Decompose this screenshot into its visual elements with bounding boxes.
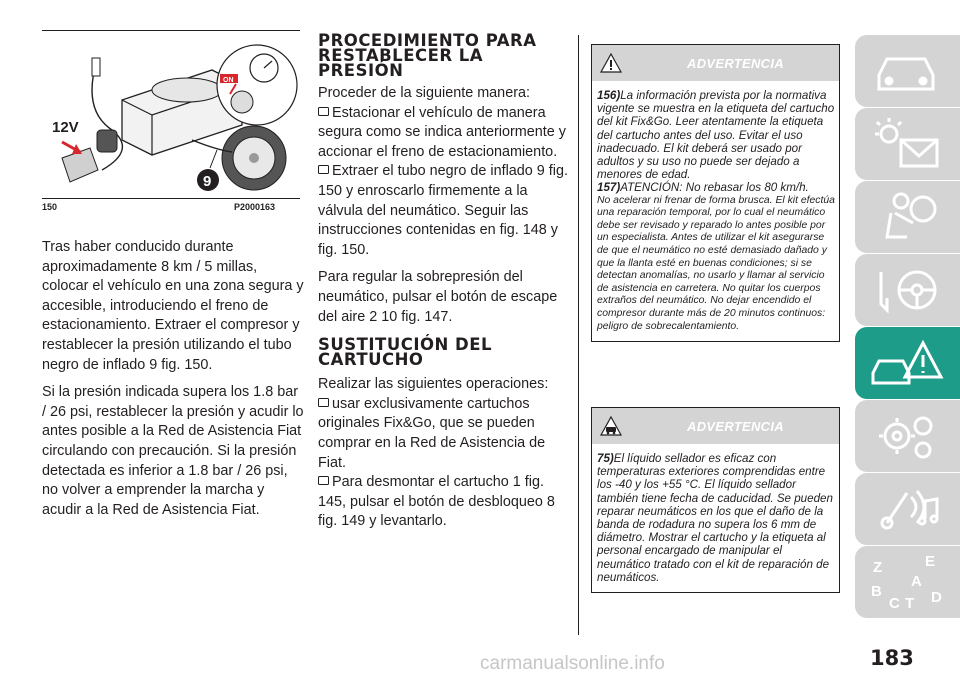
- steering-wheel-key-icon: [867, 260, 947, 320]
- intro-text: Proceder de la siguiente manera:: [318, 85, 530, 101]
- heading-restore-pressure: PROCEDIMIENTO PARA RESTABLECER LA PRESIÓN: [318, 31, 537, 80]
- environment-warning-icon: [600, 415, 622, 437]
- warning-header: [592, 408, 839, 444]
- page-number: 183: [870, 646, 914, 670]
- tab-index[interactable]: [855, 546, 960, 618]
- tab-maintenance[interactable]: [855, 400, 960, 472]
- checkbox-bullet-icon: [318, 107, 329, 116]
- compressor-figure: [42, 30, 300, 198]
- tab-starting[interactable]: [855, 254, 960, 326]
- tab-lights[interactable]: [855, 108, 960, 180]
- step-item: [318, 395, 570, 473]
- warning-box-1: [591, 44, 840, 342]
- breakdown-warning-icon: [867, 333, 947, 393]
- warning-title: ADVERTENCIA: [687, 56, 784, 71]
- svg-text:A: A: [911, 573, 922, 590]
- tab-emergency[interactable]: [855, 327, 960, 399]
- warning-ref: 156): [597, 89, 621, 102]
- step-item: [318, 104, 570, 163]
- heading-cartridge: SUSTITUCIÓN DEL CARTUCHO: [318, 335, 493, 370]
- warning-header: [592, 45, 839, 81]
- warning-body: [592, 81, 839, 341]
- warning-text: El líquido sellador es eficaz con temperaturas exteriores comprendidas entre los -40 y los +55 °C. El líquido sellador también tiene fecha de caducidad. Se pueden reparar neumáticos en los que el daño de la banda de rodadura no supera los 6 mm de diámetro. Mostrar el cartucho y la etiqueta al personal encargado de manipular el neumático tratado con el kit de reparación de neumáticos.: [597, 452, 833, 584]
- warning-text: ATENCIÓN: No rebasar los 80 km/h.: [620, 181, 809, 195]
- svg-text:E: E: [925, 553, 936, 570]
- warning-text: La información prevista por la normativa vigente se muestra en la etiqueta del cartucho del kit Fix&Go. Leer atentamente la etiqueta del cartucho antes del uso. Evitar el uso inadecuado. El kit deberá ser usado por adultos y su uso no puede ser dejado a menores de edad.: [597, 89, 835, 182]
- warning-body: [592, 444, 839, 592]
- callout-9: 9: [203, 173, 212, 190]
- figure-code: P2000163: [234, 202, 276, 212]
- warning-item-157: [597, 181, 835, 194]
- figure-number: 150: [42, 202, 58, 212]
- callout-12v: 12V: [52, 119, 79, 136]
- warning-item-156: [597, 89, 835, 181]
- tab-multimedia[interactable]: [855, 473, 960, 545]
- svg-text:C: C: [889, 595, 900, 612]
- airbag-seat-icon: [867, 187, 947, 247]
- warning-triangle-icon: [600, 52, 622, 74]
- svg-text:D: D: [931, 589, 942, 606]
- step-item: [318, 473, 570, 532]
- watermark: carmanualsonline.info: [480, 653, 665, 674]
- column-1: [42, 238, 304, 528]
- column-divider: [578, 35, 579, 635]
- on-label: ON: [223, 77, 234, 84]
- car-dashboard-icon: [867, 41, 947, 101]
- checkbox-bullet-icon: [318, 398, 329, 407]
- warning-box-2: [591, 407, 840, 593]
- maintenance-gears-icon: [867, 406, 947, 466]
- tab-dashboard[interactable]: [855, 35, 960, 107]
- figure-bottom-rule: [42, 198, 300, 199]
- step-item: [318, 162, 570, 260]
- warning-text-continued: No acelerar ni frenar de forma brusca. El kit efectúa una reparación temporal, por lo cual el neumático debe ser revisado y reparado lo antes posible por un especialista. Antes de utilizar el kit asegurarse de que el neumático no esté demasiado dañado y que la llanta esté en buenas condiciones; si se detectan anomalías, no usarlo y llamar al servicio de asistencia en carretera. No quitar los cuerpos extraños del neumático. No dejar encendido el compresor durante más de 20 minutos continuos: peligro de sobrecalentamiento.: [597, 194, 835, 332]
- checkbox-bullet-icon: [318, 476, 329, 485]
- column-2: [318, 33, 570, 532]
- step-text: Extraer el tubo negro de inflado 9 fig. 150 y enroscarlo firmemente a la válvula del neumático. Seguir las instrucciones contenidas en fig. 148 y fig. 150.: [318, 163, 568, 258]
- paragraph-pressure: Si la presión indicada supera los 1.8 bar / 26 psi, restablecer la presión y acudir lo antes posible a la Red de Asistencia Fiat circulando con precaución. Si la presión detectada es inferior a 1.8 bar / 26 psi, no volver a emprender la marcha y acudir a la Red de Asistencia Fiat.: [42, 384, 304, 518]
- svg-text:T: T: [905, 595, 915, 612]
- checkbox-bullet-icon: [318, 165, 329, 174]
- svg-text:B: B: [871, 583, 882, 600]
- intro-text-2: Realizar las siguientes operaciones:: [318, 376, 549, 393]
- alphabetical-index-icon: [867, 552, 947, 612]
- multimedia-note-icon: [867, 479, 947, 539]
- paragraph-regulate: Para regular la sobrepresión del neumático, pulsar el botón de escape del aire 2 10 fig. 147.: [318, 269, 558, 325]
- warning-title: ADVERTENCIA: [687, 419, 784, 434]
- warning-ref: 75): [597, 452, 614, 465]
- svg-text:Z: Z: [873, 559, 883, 576]
- step-text: Para desmontar el cartucho 1 fig. 145, pulsar el botón de desbloqueo 8 fig. 149 y levantarlo.: [318, 474, 555, 530]
- step-text: usar exclusivamente cartuchos originales Fix&Go, que se pueden comprar en la Red de Asistencia de Fiat.: [318, 395, 546, 471]
- step-text: Estacionar el vehículo de manera segura como se indica anteriormente y accionar el freno de estacionamiento.: [318, 104, 566, 160]
- warning-item-75: [597, 452, 835, 584]
- warning-ref: 157): [597, 181, 621, 195]
- lights-envelope-icon: [867, 114, 947, 174]
- paragraph-drive: Tras haber conducido durante aproximadamente 8 km / 5 millas, colocar el vehículo en una zona segura y accesible, introduciendo el freno de estacionamiento. Extraer el compresor y restablecer la presión utilizando el tubo negro de inflado 9 fig. 150.: [42, 239, 304, 373]
- tab-safety[interactable]: [855, 181, 960, 253]
